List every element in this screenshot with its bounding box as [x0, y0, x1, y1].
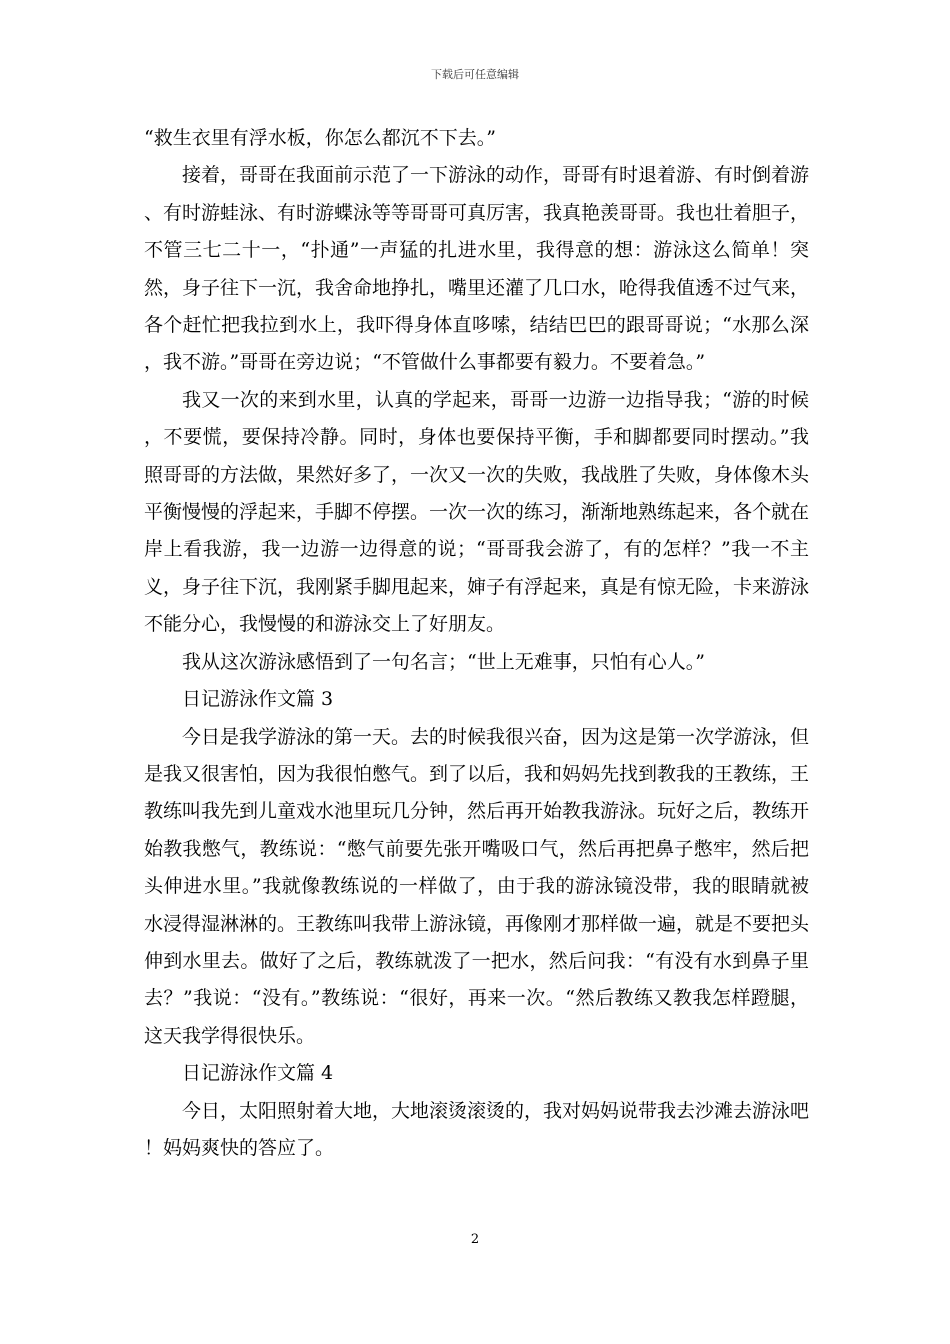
- paragraph: 今日是我学游泳的第一天。去的时候我很兴奋，因为这是第一次学游泳，但是我又很害怕，因为我很怕憋气。到了以后，我和妈妈先找到教我的王教练，王教练叫我先到儿童戏水池里玩几分钟，然后再开始教我游泳。玩好之后，教练开始教我憋气，教练说：“憋气前要先张开嘴吸口气，然后再把鼻子憋牢，然后把头伸进水里。”我就像教练说的一样做了，由于我的游泳镜没带，我的眼睛就被水浸得湿淋淋的。王教练叫我带上游泳镜，再像刚才那样做一遍，就是不要把头伸到水里去。做好了之后，教练就泼了一把水，然后问我：“有没有水到鼻子里去？”我说：“没有。”教练说：“很好，再来一次。“然后教练又教我怎样蹬腿，这天我学得很快乐。: [144, 725, 810, 1047]
- paragraph: 今日，太阳照射着大地，大地滚烫滚烫的，我对妈妈说带我去沙滩去游泳吧！妈妈爽快的答应了。: [144, 1099, 810, 1159]
- section-heading: 日记游泳作文篇 3: [182, 688, 334, 711]
- page-header: 下载后可任意编辑: [431, 68, 519, 81]
- paragraph: 我又一次的来到水里，认真的学起来，哥哥一边游一边指导我；“游的时候，不要慌，要保持冷静。同时，身体也要保持平衡，手和脚都要同时摆动。”我照哥哥的方法做，果然好多了，一次又一次的失败，我战胜了失败，身体像木头平衡慢慢的浮起来，手脚不停摆。一次一次的练习，渐渐地熟练起来，各个就在岸上看我游，我一边游一边得意的说；“哥哥我会游了，有的怎样？”我一不主义，身子往下沉，我刚紧手脚甩起来，婶子有浮起来，真是有惊无险，卡来游泳不能分心，我慢慢的和游泳交上了好朋友。: [144, 388, 810, 636]
- document-body: [144, 120, 809, 1167]
- paragraph: 接着，哥哥在我面前示范了一下游泳的动作，哥哥有时退着游、有时倒着游、有时游蛙泳、有时游蝶泳等等哥哥可真厉害，我真艳羡哥哥。我也壮着胆子，不管三七二十一，“扑通”一声猛的扎进水里，我得意的想：游泳这么简单！突然，身子往下一沉，我舍命地挣扎，嘴里还灌了几口水，呛得我值透不过气来，各个赶忙把我拉到水上，我吓得身体直哆嗦，结结巴巴的跟哥哥说；“水那么深，我不游。”哥哥在旁边说；“不管做什么事都要有毅力。不要着急。”: [144, 164, 810, 374]
- paragraph: 我从这次游泳感悟到了一句名言；“世上无难事，只怕有心人。”: [182, 650, 705, 673]
- page-number: 2: [470, 1232, 480, 1247]
- paragraph: “救生衣里有浮水板，你怎么都沉不下去。”: [144, 127, 496, 149]
- section-heading: 日记游泳作文篇 4: [182, 1062, 334, 1085]
